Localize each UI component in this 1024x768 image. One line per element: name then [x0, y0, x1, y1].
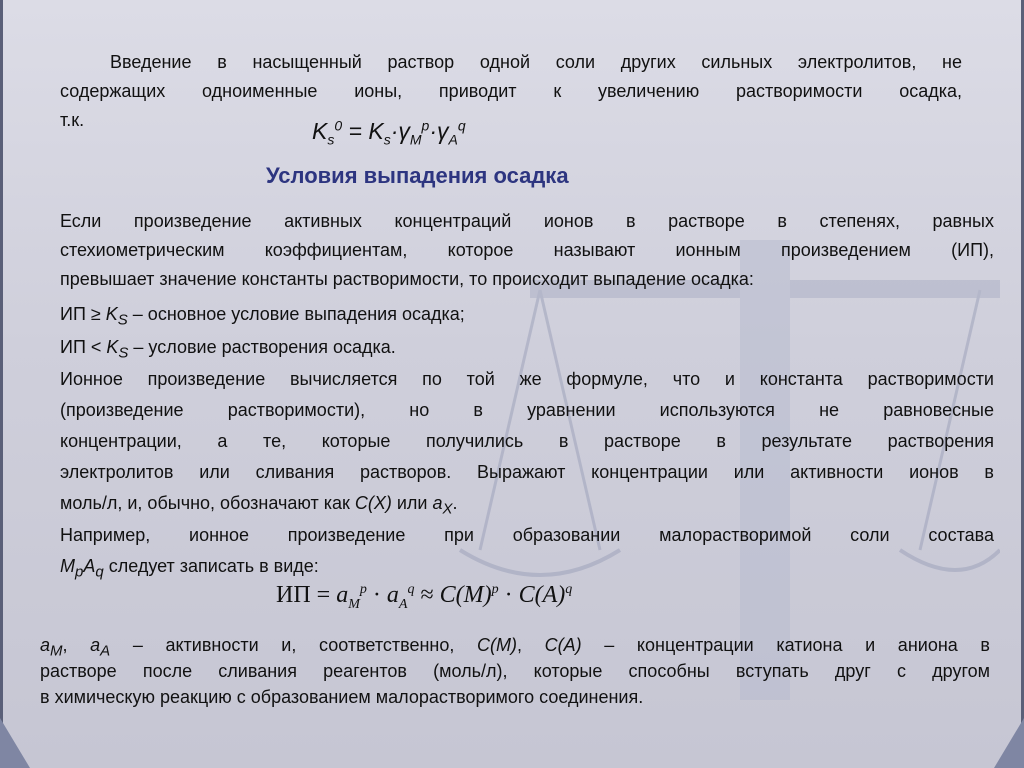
para1-line-1: Если произведение активных концентраций ионов в растворе в степенях, равных — [60, 211, 994, 231]
condition-dissolution: ИП < $K_S$ – условие растворения осадка. — [60, 337, 396, 362]
footnote-line-3: в химическую реакцию с образованием малорастворимого соединения. — [40, 687, 644, 707]
condition-precipitation: ИП ≥ $K_S$ – основное условие выпадения осадка; — [60, 304, 465, 329]
corner-triangle-left — [0, 718, 30, 768]
intro-line-3: т.к. — [60, 110, 85, 130]
intro-line-1: Введение в насыщенный раствор одной соли других сильных электролитов, не — [110, 52, 962, 72]
footnote-line-2: растворе после сливания реагентов (моль/л), которые способны вступать друг с другом — [40, 661, 990, 681]
para2-line-5: моль/л, и, обычно, обозначают как C(X) или $a_X$. — [60, 493, 458, 518]
footnote — [40, 632, 990, 710]
para2-line-1: Ионное произведение вычисляется по той же формуле, что и константа растворимости — [60, 369, 994, 389]
para2-line-4: электролитов или сливания растворов. Выражают концентрации или активности ионов в — [60, 462, 994, 482]
corner-triangle-right — [994, 718, 1024, 768]
para3-line-2: $M_pA_q$ следует записать в виде: — [60, 556, 319, 581]
section-heading: Условия выпадения осадка — [266, 163, 569, 188]
para2-line-3: концентрации, а те, которые получились в растворе в результате растворения — [60, 431, 994, 451]
footnote-line-1: $a_M$, $a_A$ – активности и, соответственно, C(M), C(A) – концентрации катиона и аниона в — [40, 635, 990, 660]
para1-line-2: стехиометрическим коэффициентам, которое называют ионным произведением (ИП), — [60, 240, 994, 260]
formula-ip: ИП = $a_M^p \cdot a_A^q \approx C(M)^p \cdot C(A)^q$ — [276, 582, 573, 612]
para2-line-2: (произведение растворимости), но в уравнении используются не равновесные — [60, 400, 994, 420]
formula-ks: $K_s^0 = K_s\cdot\gamma_M^p\cdot\gamma_A^q$ — [312, 117, 466, 148]
para3-line-1: Например, ионное произведение при образовании малорастворимой соли состава — [60, 525, 994, 545]
intro-line-2: содержащих одноименные ионы, приводит к увеличению растворимости осадка, — [60, 81, 962, 101]
para1-line-3: превышает значение константы растворимости, то происходит выпадение осадка: — [60, 269, 754, 289]
